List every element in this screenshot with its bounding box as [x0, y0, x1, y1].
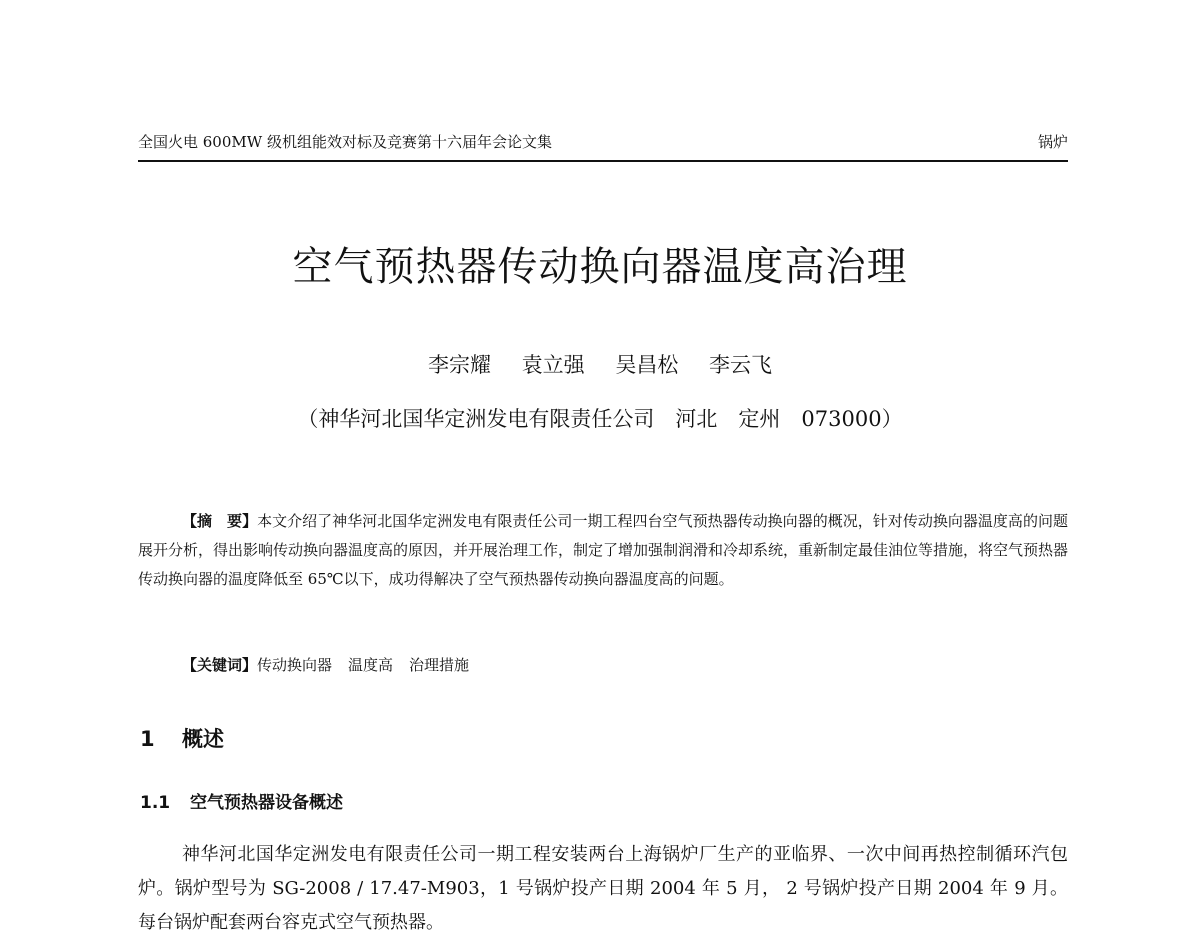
section-title: 概述 [182, 727, 224, 751]
keyword: 传动换向器 [257, 656, 333, 674]
abstract [138, 507, 1068, 594]
author-list [0, 350, 1200, 380]
author: 袁立强 [521, 353, 585, 377]
affiliation: （神华河北国华定洲发电有限责任公司 河北 定州 073000） [297, 407, 903, 431]
keywords-label: 【关键词】 [182, 656, 258, 674]
abstract-text: 本文介绍了神华河北国华定洲发电有限责任公司一期工程四台空气预热器传动换向器的概况，针对传动换向器温度高的问题展开分析，得出影响传动换向器温度高的原因，并开展治理工作，制定了增加强制润滑和冷却系统，重新制定最佳油位等措施，将空气预热器传动换向器的温度降低至 65℃以下，成功得解决了空气预热器传动换向器温度高的问题。 [138, 512, 1069, 588]
header-proceedings-title: 全国火电 600MW 级机组能效对标及竞赛第十六届年会论文集 [138, 133, 552, 151]
abstract-label: 【摘 要】 [182, 512, 258, 530]
body-paragraph: 神华河北国华定洲发电有限责任公司一期工程安装两台上海锅炉厂生产的亚临界、一次中间再热控制循环汽包炉。锅炉型号为 SG-2008 / 17.47-M903，1 号锅炉投产日期 2004 年 5 月， 2 号锅炉投产日期 2004 年 9 月。每台锅炉配套两台容克式空气预热器。 [138, 844, 1068, 933]
subsection-number: 1.1 [140, 793, 171, 813]
author: 李云飞 [709, 353, 773, 377]
keyword: 温度高 [348, 656, 394, 674]
author: 吴昌松 [615, 353, 679, 377]
keywords [182, 651, 1062, 680]
subsection-title: 空气预热器设备概述 [190, 793, 343, 813]
section-number: 1 [140, 727, 155, 751]
header-section-label: 锅炉 [1037, 133, 1068, 151]
paper-title: 空气预热器传动换向器温度高治理 [292, 244, 908, 290]
author: 李宗耀 [427, 353, 491, 377]
keyword: 治理措施 [409, 656, 470, 674]
subsection-heading [140, 790, 343, 816]
section-heading [140, 724, 224, 754]
header-rule [138, 160, 1068, 162]
